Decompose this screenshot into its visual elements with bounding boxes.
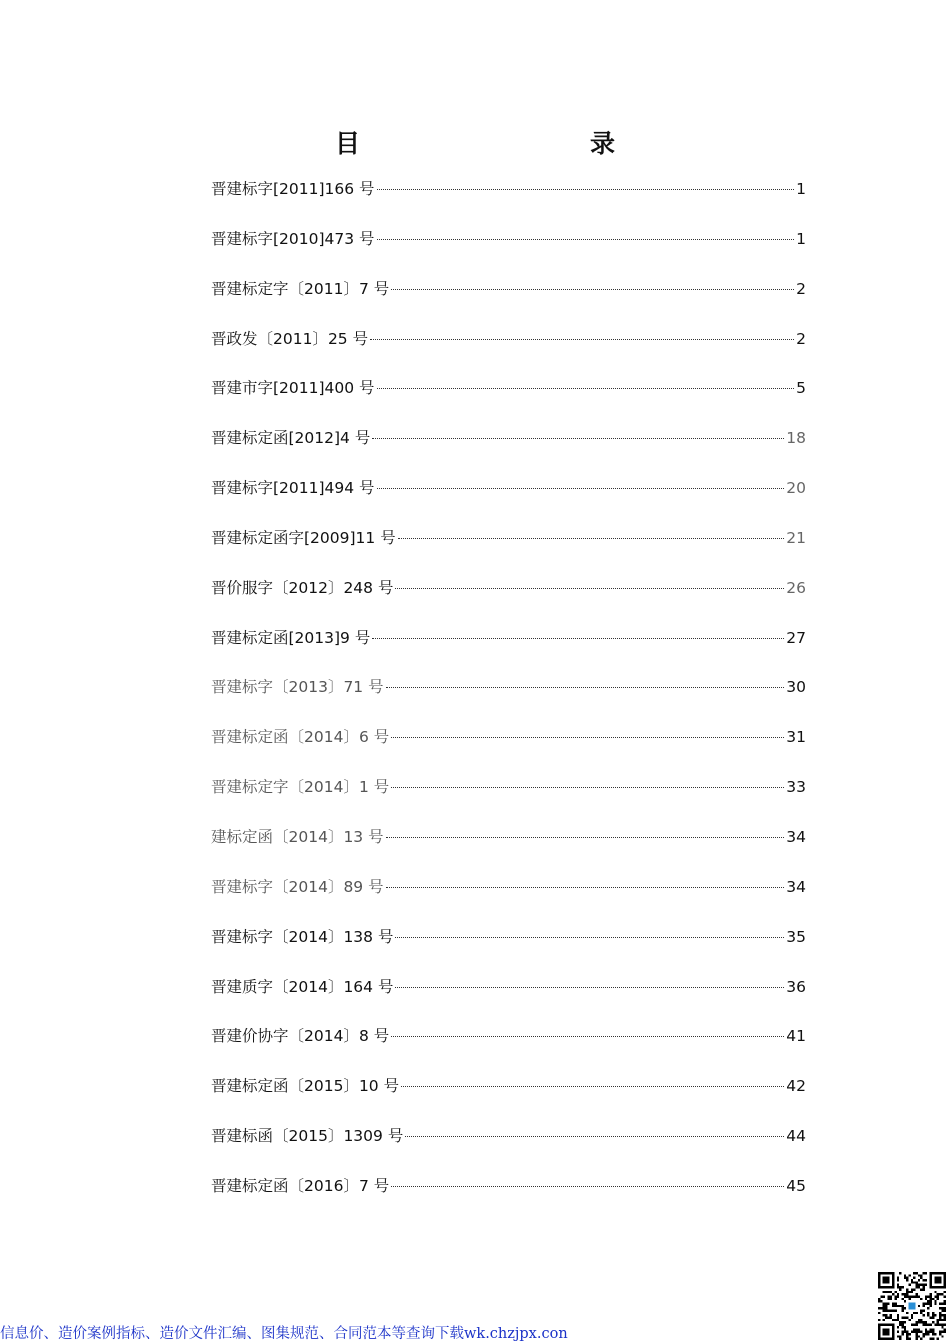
toc-entry-label: 晋建标字[2011]166 号 xyxy=(211,180,375,198)
toc-leader-dots xyxy=(377,388,795,389)
toc-entry[interactable] xyxy=(211,1011,806,1061)
toc-leader-dots xyxy=(377,189,795,190)
toc-leader-dots xyxy=(395,588,784,589)
toc-entry[interactable] xyxy=(211,812,806,862)
toc-entry[interactable] xyxy=(211,613,806,663)
toc-entry-label: 晋价服字〔2012〕248 号 xyxy=(211,578,394,597)
toc-entry[interactable] xyxy=(211,314,806,364)
toc-leader-dots xyxy=(377,488,785,489)
toc-entry-page: 35 xyxy=(786,927,806,946)
toc-leader-dots xyxy=(391,289,794,290)
toc-entry[interactable] xyxy=(211,1061,806,1111)
toc-entry-page: 21 xyxy=(786,528,806,547)
toc-entry-page: 2 xyxy=(796,329,806,348)
toc-entry-label: 晋政发〔2011〕25 号 xyxy=(211,329,369,348)
toc-entry-page: 18 xyxy=(786,429,806,448)
toc-leader-dots xyxy=(386,837,785,838)
toc-leader-dots xyxy=(386,687,785,688)
toc-entry-label: 晋建标字[2010]473 号 xyxy=(211,229,375,248)
toc-entry-label: 晋建标定函〔2015〕10 号 xyxy=(211,1077,400,1096)
toc-entry[interactable] xyxy=(211,513,806,563)
toc-entry-label: 晋建质字〔2014〕164 号 xyxy=(211,977,394,996)
toc-entry-page: 34 xyxy=(786,877,806,896)
toc-entry[interactable] xyxy=(211,662,806,712)
toc-entry[interactable] xyxy=(211,912,806,962)
toc-leader-dots xyxy=(391,1036,784,1037)
toc-entry-label: 晋建标定函字[2009]11 号 xyxy=(211,528,396,547)
toc-entry[interactable] xyxy=(211,1161,806,1211)
toc-entry-page: 1 xyxy=(796,180,806,198)
toc-entry[interactable] xyxy=(211,363,806,413)
toc-entry-label: 建标定函〔2014〕13 号 xyxy=(211,827,384,846)
toc-entry[interactable] xyxy=(211,264,806,314)
toc-entry-page: 27 xyxy=(786,628,806,647)
toc-entry-page: 20 xyxy=(786,479,806,498)
toc-entry-label: 晋建标定函[2012]4 号 xyxy=(211,429,371,448)
table-of-contents xyxy=(211,164,806,1211)
toc-leader-dots xyxy=(401,1086,784,1087)
toc-entry-label: 晋建标定字〔2011〕7 号 xyxy=(211,279,390,298)
toc-entry-page: 2 xyxy=(796,279,806,298)
toc-entry-label: 晋建标定函〔2016〕7 号 xyxy=(211,1176,390,1195)
toc-entry-label: 晋建标字〔2013〕71 号 xyxy=(211,678,384,697)
toc-leader-dots xyxy=(391,787,784,788)
toc-entry[interactable] xyxy=(211,762,806,812)
toc-entry-page: 5 xyxy=(796,379,806,398)
toc-leader-dots xyxy=(395,987,784,988)
toc-entry[interactable] xyxy=(211,413,806,463)
toc-entry[interactable] xyxy=(211,214,806,264)
toc-entry-page: 31 xyxy=(786,728,806,747)
toc-entry-page: 45 xyxy=(786,1176,806,1195)
toc-entry-label: 晋建价协字〔2014〕8 号 xyxy=(211,1027,390,1046)
toc-entry[interactable] xyxy=(211,962,806,1012)
toc-entry[interactable] xyxy=(211,712,806,762)
toc-leader-dots xyxy=(372,638,784,639)
toc-leader-dots xyxy=(391,737,784,738)
toc-leader-dots xyxy=(391,1186,784,1187)
toc-entry-page: 26 xyxy=(786,578,806,597)
toc-entry-page: 44 xyxy=(786,1127,806,1146)
toc-entry-page: 33 xyxy=(786,778,806,797)
toc-leader-dots xyxy=(398,538,785,539)
toc-entry-label: 晋建标定函〔2014〕6 号 xyxy=(211,728,390,747)
toc-entry-label: 晋建标字〔2014〕89 号 xyxy=(211,877,384,896)
toc-entry-page: 30 xyxy=(786,678,806,697)
toc-leader-dots xyxy=(386,887,785,888)
toc-entry-label: 晋建标定函[2013]9 号 xyxy=(211,628,371,647)
toc-leader-dots xyxy=(405,1136,784,1137)
toc-entry-label: 晋建标函〔2015〕1309 号 xyxy=(211,1127,404,1146)
toc-entry[interactable] xyxy=(211,463,806,513)
toc-entry-label: 晋建标字[2011]494 号 xyxy=(211,479,375,498)
toc-entry-page: 36 xyxy=(786,977,806,996)
toc-entry[interactable] xyxy=(211,563,806,613)
toc-entry[interactable] xyxy=(211,164,806,214)
toc-entry[interactable] xyxy=(211,862,806,912)
page-title: 目 录 xyxy=(334,129,675,158)
qr-code-icon xyxy=(878,1272,946,1340)
toc-entry[interactable] xyxy=(211,1111,806,1161)
toc-entry-page: 1 xyxy=(796,229,806,248)
footer-link[interactable]: 信息价、造价案例指标、造价文件汇编、图集规范、合同范本等查询下载wk.chzjpx.con xyxy=(0,1326,568,1342)
toc-leader-dots xyxy=(372,438,784,439)
toc-entry-label: 晋建标定字〔2014〕1 号 xyxy=(211,778,390,797)
toc-entry-label: 晋建标字〔2014〕138 号 xyxy=(211,927,394,946)
toc-entry-page: 42 xyxy=(786,1077,806,1096)
toc-leader-dots xyxy=(370,339,794,340)
toc-leader-dots xyxy=(377,239,795,240)
toc-leader-dots xyxy=(395,937,784,938)
toc-entry-page: 41 xyxy=(786,1027,806,1046)
toc-entry-label: 晋建市字[2011]400 号 xyxy=(211,379,375,398)
toc-entry-page: 34 xyxy=(786,827,806,846)
